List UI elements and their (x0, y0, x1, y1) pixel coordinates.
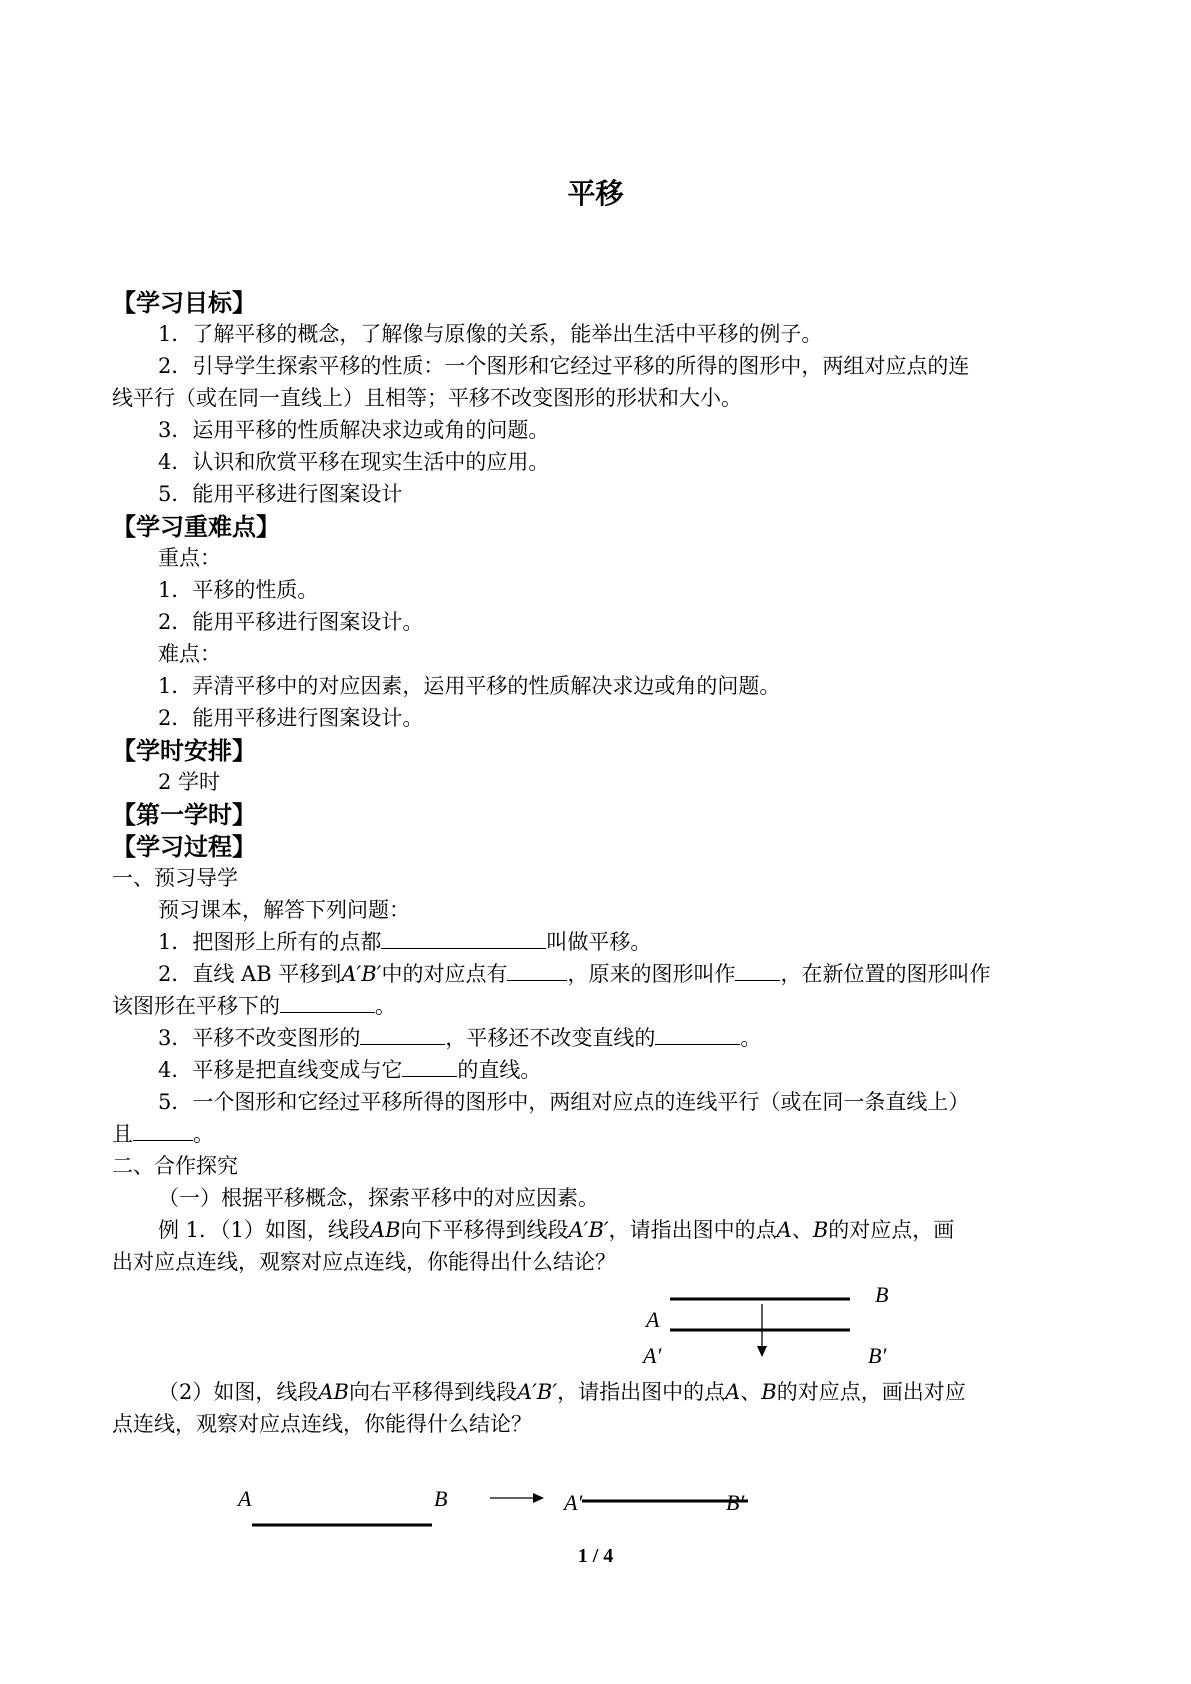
math-symbol: B (761, 1380, 777, 1404)
answer-blank[interactable] (133, 1120, 193, 1141)
question-text: 1．把图形上所有的点都 (158, 930, 382, 954)
answer-blank[interactable] (402, 1056, 457, 1077)
preview-intro: 预习课本，解答下列问题： (158, 898, 410, 922)
question-3 (158, 1024, 761, 1052)
example-text: 的对应点，画出对应 (776, 1380, 966, 1404)
math-symbol: A′B′ (516, 1380, 558, 1404)
math-symbol: B (812, 1218, 829, 1242)
question-2 (158, 960, 990, 988)
example-text: 的对应点，画 (828, 1218, 955, 1242)
difficulty-item: 1．弄清平移中的对应因素，运用平移的性质解决求边或角的问题。 (158, 674, 781, 698)
page-title: 平移 (567, 177, 624, 210)
focus-item: 2．能用平移进行图案设计。 (158, 610, 424, 634)
down-arrow-icon (757, 1346, 767, 1357)
question-text: 。 (375, 994, 396, 1018)
explore-subheading: （一）根据平移概念，探索平移中的对应因素。 (158, 1186, 599, 1210)
question-text: 3．平移不改变图形的 (158, 1026, 361, 1050)
section-schedule-heading: 【学时安排】 (112, 737, 256, 765)
example-1-part-2 (158, 1378, 966, 1406)
goal-item: 3．运用平移的性质解决求边或角的问题。 (158, 418, 550, 442)
example-text: 例 1．（1）如图，线段 (158, 1218, 370, 1242)
question-4 (158, 1056, 541, 1084)
question-text: 且 (112, 1122, 133, 1146)
example-text: ，请指出图中的点 (608, 1218, 777, 1242)
example-text: 向右平移得到线段 (348, 1380, 517, 1404)
schedule-text: 2 学时 (158, 770, 221, 794)
example-text: ，请指出图中的点 (557, 1380, 726, 1404)
question-text: ，在新位置的图形叫作 (780, 962, 991, 986)
explore-heading: 二、合作探究 (112, 1154, 238, 1178)
figure-horizontal-translation (230, 1480, 790, 1536)
math-symbol: AB (369, 1218, 401, 1242)
section-process-heading: 【学习过程】 (112, 833, 256, 861)
question-2-continued (112, 992, 396, 1020)
question-text: 该图形在平移下的 (112, 994, 280, 1018)
math-symbol: A (776, 1218, 792, 1242)
example-text: 、 (791, 1218, 813, 1242)
section-first-period-heading: 【第一学时】 (112, 801, 256, 829)
question-text: 。 (193, 1122, 214, 1146)
label-a: A (646, 1307, 660, 1332)
question-text: 的直线。 (457, 1058, 542, 1082)
answer-blank[interactable] (360, 1024, 445, 1045)
focus-item: 1．平移的性质。 (158, 578, 319, 602)
question-1 (158, 928, 651, 956)
question-text: 2．直线 AB 平移到 (158, 962, 342, 986)
label-a: A (238, 1486, 252, 1511)
answer-blank[interactable] (381, 928, 546, 949)
difficulty-label: 难点： (158, 642, 221, 666)
goal-item: 2．引导学生探索平移的性质：一个图形和它经过平移的所得的图形中，两组对应点的连 (158, 354, 970, 378)
question-5: 5．一个图形和它经过平移所得的图形中，两组对应点的连线平行（或在同一条直线上） (158, 1090, 970, 1114)
label-a-prime: A′ (643, 1343, 662, 1368)
math-symbol: A′B′ (568, 1218, 609, 1242)
question-text: 中的对应点有 (381, 962, 508, 986)
label-b: B (875, 1282, 889, 1307)
question-text: ，原来的图形叫作 (567, 962, 736, 986)
label-a-prime: A′ (564, 1490, 583, 1515)
preview-heading: 一、预习导学 (112, 866, 238, 890)
figure-vertical-translation (640, 1280, 910, 1378)
answer-blank[interactable] (507, 960, 567, 981)
question-text: 。 (740, 1026, 762, 1050)
question-5-continued (112, 1120, 214, 1148)
example-text: （2）如图，线段 (158, 1380, 319, 1404)
goal-item: 4．认识和欣赏平移在现实生活中的应用。 (158, 450, 550, 474)
example-1-part-2-continued: 点连线，观察对应点连线，你能得什么结论？ (112, 1412, 532, 1436)
math-symbol: A (725, 1380, 741, 1404)
label-b-prime: B′ (726, 1490, 745, 1515)
goal-item-continued: 线平行（或在同一直线上）且相等；平移不改变图形的形状和大小。 (112, 386, 742, 410)
question-text: 4．平移是把直线变成与它 (158, 1058, 403, 1082)
goal-item: 1．了解平移的概念，了解像与原像的关系，能举出生活中平移的例子。 (158, 322, 823, 346)
example-1-part-1 (158, 1216, 954, 1244)
label-b-prime: B′ (868, 1343, 887, 1368)
example-text: 、 (740, 1380, 762, 1404)
question-text: ，平移还不改变直线的 (445, 1026, 656, 1050)
right-arrow-icon (533, 1493, 544, 1503)
page-number: 1 / 4 (577, 1545, 614, 1567)
example-1-part-1-continued: 出对应点连线，观察对应点连线，你能得出什么结论？ (112, 1250, 616, 1274)
section-goals-heading: 【学习目标】 (112, 289, 256, 317)
goal-item: 5．能用平移进行图案设计 (158, 482, 403, 506)
label-b: B (434, 1486, 448, 1511)
question-text: 叫做平移。 (546, 930, 652, 954)
example-text: 向下平移得到线段 (400, 1218, 569, 1242)
answer-blank[interactable] (280, 992, 375, 1013)
section-key-points-heading: 【学习重难点】 (112, 513, 280, 541)
difficulty-item: 2．能用平移进行图案设计。 (158, 706, 424, 730)
answer-blank[interactable] (735, 960, 780, 981)
answer-blank[interactable] (655, 1024, 740, 1045)
focus-label: 重点： (158, 546, 221, 570)
math-symbol: AB (318, 1380, 349, 1404)
math-symbol: A′B′ (341, 962, 382, 986)
